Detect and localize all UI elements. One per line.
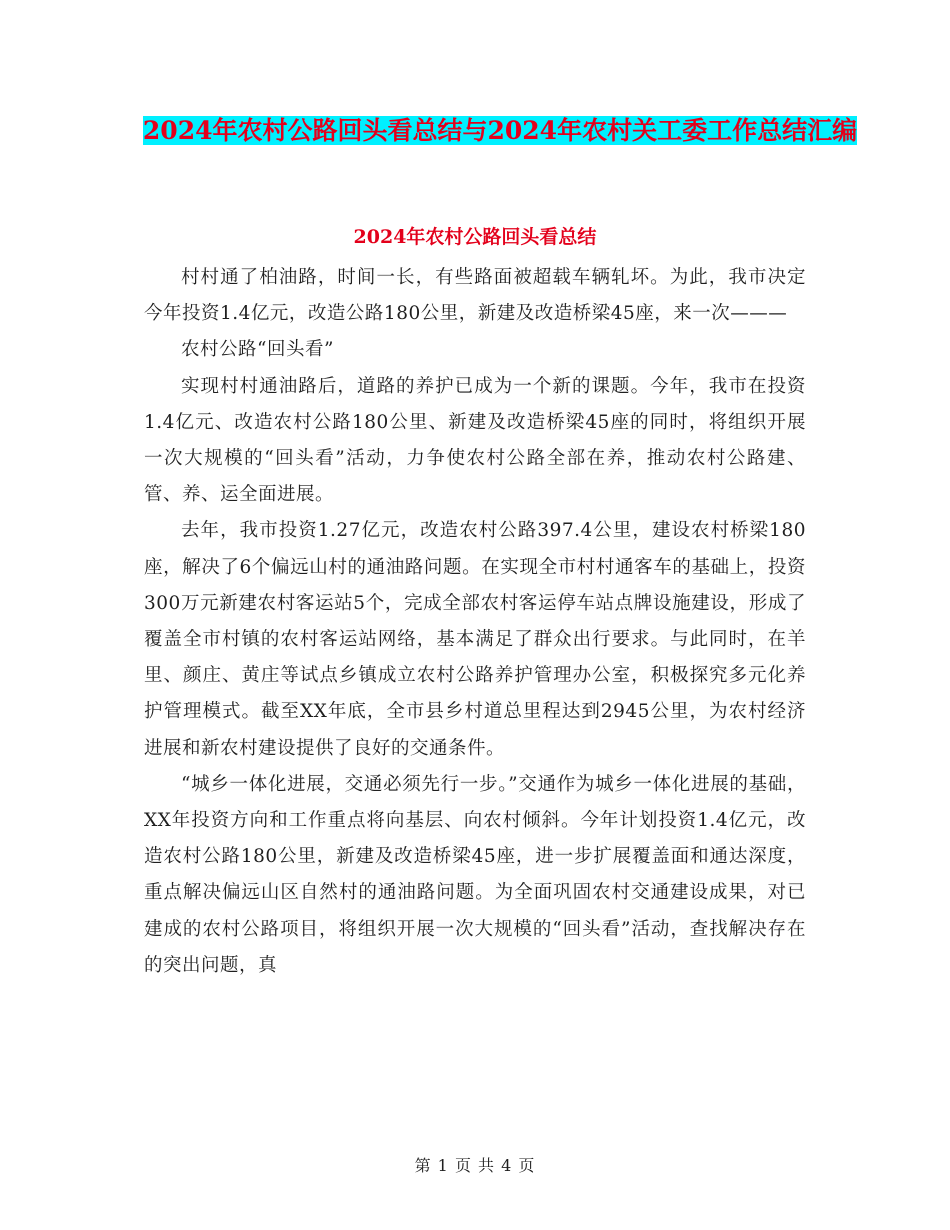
paragraph: 去年，我市投资1.27亿元，改造农村公路397.4公里，建设农村桥梁180座，解决了6个偏远山村的通油路问题。在实现全市村村通客车的基础上，投资300万元新建农村客运站5个，完成全部农村客运停车站点牌设施建设，形成了覆盖全市村镇的农村客运站网络，基本满足了群众出行要求。与此同时，在羊里、颜庄、黄庄等试点乡镇成立农村公路养护管理办公室，积极探究多元化养护管理模式。截至XX年底，全市县乡村道总里程达到2945公里，为农村经济进展和新农村建设提供了良好的交通条件。 xyxy=(144,520,806,759)
page-footer: 第 1 页 共 4 页 xyxy=(414,1156,536,1175)
paragraph: “城乡一体化进展，交通必须先行一步。”交通作为城乡一体化进展的基础，XX年投资方向和工作重点将向基层、向农村倾斜。今年计划投资1.4亿元，改造农村公路180公里，新建及改造桥梁45座，进一步扩展覆盖面和通达深度，重点解决偏远山区自然村的通油路问题。为全面巩固农村交通建设成果，对已建成的农村公路项目，将组织开展一次大规模的“回头看”活动，查找解决存在的突出问题，真 xyxy=(144,773,806,976)
paragraph: 实现村村通油路后，道路的养护已成为一个新的课题。今年，我市在投资1.4亿元、改造农村公路180公里、新建及改造桥梁45座的同时，将组织开展一次大规模的“回头看”活动，力争使农村公路全部在养，推动农村公路建、管、养、运全面进展。 xyxy=(144,375,806,506)
document-title xyxy=(130,108,870,153)
paragraph: 村村通了柏油路，时间一长，有些路面被超载车辆轧坏。为此，我市决定今年投资1.4亿元，改造公路180公里，新建及改造桥梁45座，来一次——— xyxy=(144,267,806,325)
section-title: 2024年农村公路回头看总结 xyxy=(353,226,597,248)
document-title-text: 2024年农村公路回头看总结与2024年农村关工委工作总结汇编 xyxy=(142,116,858,145)
body-text xyxy=(144,260,806,984)
paragraph: 农村公路“回头看” xyxy=(181,339,334,361)
